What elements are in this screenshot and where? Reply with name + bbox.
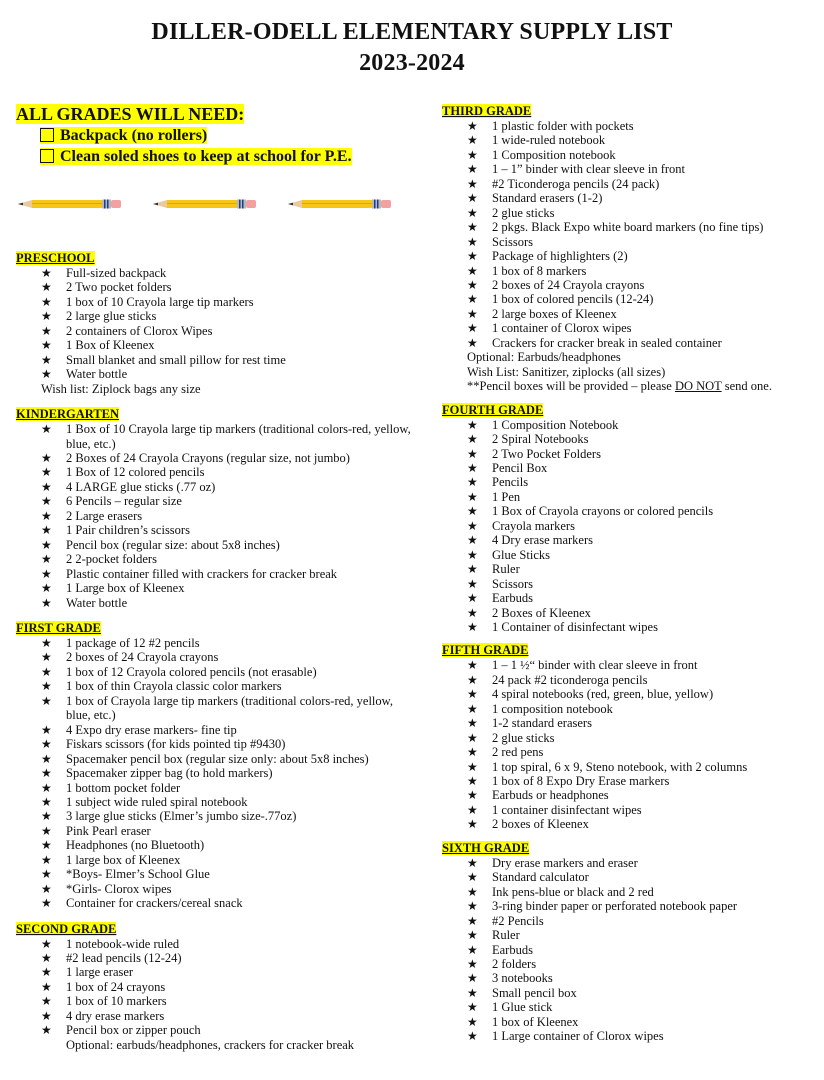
list-item: ★ 1 Glue stick (442, 1000, 824, 1014)
list-item: ★ 1 – 1 ½“ binder with clear sleeve in front (442, 658, 824, 672)
list-item: ★ Earbuds (442, 943, 824, 957)
supply-list (16, 636, 416, 911)
list-item: ★ Small pencil box (442, 986, 824, 1000)
all-grades-item-shoes: Clean soled shoes to keep at school for P.E. (40, 147, 352, 167)
section-sixth-grade (442, 841, 824, 1044)
section-heading: KINDERGARTEN (16, 407, 120, 422)
list-item: ★ Full-sized backpack (16, 266, 416, 280)
list-item: ★ 1 top spiral, 6 x 9, Steno notebook, with 2 columns (442, 760, 824, 774)
checkbox-icon (40, 149, 54, 163)
list-item: ★ Plastic container filled with crackers for cracker break (16, 567, 416, 581)
list-item: ★ Pink Pearl eraser (16, 824, 416, 838)
list-item: ★ 1 notebook-wide ruled (16, 937, 416, 951)
list-item: ★ 1 box of 8 markers (442, 264, 824, 278)
list-item: ★ Small blanket and small pillow for rest time (16, 353, 416, 367)
list-item: ★ Pencil box (regular size: about 5x8 inches) (16, 538, 416, 552)
section-preschool (16, 251, 416, 396)
list-item: ★ 4 dry erase markers (16, 1009, 416, 1023)
list-item: ★ Dry erase markers and eraser (442, 856, 824, 870)
list-item: ★ 2 folders (442, 957, 824, 971)
list-item: ★ 24 pack #2 ticonderoga pencils (442, 673, 824, 687)
list-item: ★ Earbuds (442, 591, 824, 605)
section-heading: FIFTH GRADE (442, 643, 529, 658)
list-item: ★ 1 container of Clorox wipes (442, 321, 824, 335)
list-item: ★ 2 glue sticks (442, 731, 824, 745)
section-third-grade (442, 104, 824, 394)
list-item: ★ Crackers for cracker break in sealed container (442, 336, 824, 350)
section-heading: SIXTH GRADE (442, 840, 530, 855)
supply-list (442, 418, 824, 635)
list-item: ★ 2 containers of Clorox Wipes (16, 324, 416, 338)
list-item: ★ 1 Composition Notebook (442, 418, 824, 432)
list-item: ★ 1 box of Kleenex (442, 1015, 824, 1029)
section-first-grade (16, 621, 416, 911)
list-item: ★ Pencil box or zipper pouch (16, 1023, 416, 1037)
list-item: ★ 3 notebooks (442, 971, 824, 985)
list-item: ★ Scissors (442, 235, 824, 249)
list-item: ★ 1 Large box of Kleenex (16, 581, 416, 595)
list-item: ★ 2 boxes of 24 Crayola crayons (16, 650, 416, 664)
list-item: ★ 4 spiral notebooks (red, green, blue, yellow) (442, 687, 824, 701)
list-item: ★ 2 2-pocket folders (16, 552, 416, 566)
list-item: ★ 2 pkgs. Black Expo white board markers (no fine tips) (442, 220, 824, 234)
list-item: ★ Spacemaker pencil box (regular size only: about 5x8 inches) (16, 752, 416, 766)
list-item: ★ 2 large glue sticks (16, 309, 416, 323)
list-item: ★ 1 composition notebook (442, 702, 824, 716)
section-heading: FIRST GRADE (16, 620, 101, 635)
list-item: ★ 1-2 standard erasers (442, 716, 824, 730)
list-item: ★ 2 Boxes of Kleenex (442, 606, 824, 620)
section-fifth-grade (442, 643, 824, 831)
page-title: DILLER-ODELL ELEMENTARY SUPPLY LIST (151, 19, 673, 45)
list-item: ★ 4 Dry erase markers (442, 533, 824, 547)
list-item: ★ Pencil Box (442, 461, 824, 475)
list-item: ★ 6 Pencils – regular size (16, 494, 416, 508)
list-item: ★ 1 package of 12 #2 pencils (16, 636, 416, 650)
pencil-box-note: **Pencil boxes will be provided – please DO NOT send one. (467, 379, 772, 394)
list-item: ★ Container for crackers/cereal snack (16, 896, 416, 910)
supply-list (16, 937, 416, 1038)
list-item: ★ 2 large boxes of Kleenex (442, 307, 824, 321)
list-item: ★ #2 lead pencils (12-24) (16, 951, 416, 965)
pencil-icon (288, 197, 392, 211)
section-heading: PRESCHOOL (16, 251, 95, 265)
list-item: ★ 2 Two pocket folders (16, 280, 416, 294)
right-column (442, 104, 824, 1053)
school-year: 2023-2024 (359, 50, 465, 76)
list-item: ★ 1 box of 12 Crayola colored pencils (not erasable) (16, 665, 416, 679)
left-column (16, 251, 416, 1063)
list-item: ★ Headphones (no Bluetooth) (16, 838, 416, 852)
list-item: ★ 1 large box of Kleenex (16, 853, 416, 867)
list-item: ★ Crayola markers (442, 519, 824, 533)
list-item: ★ 1 large eraser (16, 965, 416, 979)
list-item: ★ Package of highlighters (2) (442, 249, 824, 263)
list-item: ★ 1 box of 8 Expo Dry Erase markers (442, 774, 824, 788)
wish-list: Wish list: Ziplock bags any size (41, 381, 201, 396)
list-item: ★ Water bottle (16, 596, 416, 610)
list-item: ★ 1 box of 10 Crayola large tip markers (16, 295, 416, 309)
section-heading: THIRD GRADE (442, 104, 532, 118)
list-item: ★ 2 Large erasers (16, 509, 416, 523)
all-grades-item-backpack: Backpack (no rollers) (40, 126, 207, 146)
list-item: ★ 1 Composition notebook (442, 148, 824, 162)
pencil-icon (18, 197, 122, 211)
list-item: ★ 2 boxes of 24 Crayola crayons (442, 278, 824, 292)
list-item: ★ 2 red pens (442, 745, 824, 759)
optional-note: Optional: Earbuds/headphones (467, 350, 621, 365)
section-heading: SECOND GRADE (16, 921, 117, 936)
list-item: ★ 2 Spiral Notebooks (442, 432, 824, 446)
list-item: ★ 1 Box of 12 colored pencils (16, 465, 416, 479)
list-item: ★ 1 Box of 10 Crayola large tip markers (traditional colors-red, yellow, blue, etc.) (16, 422, 416, 451)
list-item: ★ 1 plastic folder with pockets (442, 119, 824, 133)
list-item: ★ 1 Container of disinfectant wipes (442, 620, 824, 634)
list-item: ★ 1 box of Crayola large tip markers (traditional colors-red, yellow, blue, etc.) (16, 694, 416, 723)
section-fourth-grade (442, 403, 824, 635)
list-item: ★ *Girls- Clorox wipes (16, 882, 416, 896)
list-item: ★ Water bottle (16, 367, 416, 381)
section-kindergarten (16, 407, 416, 610)
list-item: ★ 3-ring binder paper or perforated notebook paper (442, 899, 824, 913)
list-item: ★ 2 glue sticks (442, 206, 824, 220)
list-item: ★ Standard erasers (1-2) (442, 191, 824, 205)
all-grades-heading: ALL GRADES WILL NEED: (16, 104, 245, 124)
list-item: ★ Standard calculator (442, 870, 824, 884)
optional-note: Optional: earbuds/headphones, crackers for cracker break (66, 1037, 355, 1052)
supply-list (442, 856, 824, 1044)
section-second-grade (16, 922, 416, 1053)
list-item: ★ Fiskars scissors (for kids pointed tip #9430) (16, 737, 416, 751)
list-item: ★ Ink pens-blue or black and 2 red (442, 885, 824, 899)
supply-list (442, 119, 824, 350)
list-item: ★ 1 bottom pocket folder (16, 781, 416, 795)
list-item: ★ 1 box of colored pencils (12-24) (442, 292, 824, 306)
supply-list (16, 266, 416, 382)
list-item: ★ 1 subject wide ruled spiral notebook (16, 795, 416, 809)
list-item: ★ Earbuds or headphones (442, 788, 824, 802)
supply-list (16, 422, 416, 610)
list-item: ★ 1 – 1” binder with clear sleeve in front (442, 162, 824, 176)
list-item: ★ 1 Large container of Clorox wipes (442, 1029, 824, 1043)
checkbox-icon (40, 128, 54, 142)
list-item: ★ Glue Sticks (442, 548, 824, 562)
list-item: ★ 4 Expo dry erase markers- fine tip (16, 723, 416, 737)
list-item: ★ 1 box of thin Crayola classic color markers (16, 679, 416, 693)
list-item: ★ 1 Pair children’s scissors (16, 523, 416, 537)
wish-list: Wish List: Sanitizer, ziplocks (all sizes) (467, 364, 666, 379)
list-item: ★ Scissors (442, 577, 824, 591)
list-item: ★ 1 container disinfectant wipes (442, 803, 824, 817)
list-item: ★ 1 box of 24 crayons (16, 980, 416, 994)
list-item: ★ 1 Pen (442, 490, 824, 504)
list-item: ★ 2 Boxes of 24 Crayola Crayons (regular size, not jumbo) (16, 451, 416, 465)
list-item: ★ 2 Two Pocket Folders (442, 447, 824, 461)
list-item: ★ 2 boxes of Kleenex (442, 817, 824, 831)
list-item: ★ Pencils (442, 475, 824, 489)
list-item: ★ #2 Pencils (442, 914, 824, 928)
list-item: ★ Spacemaker zipper bag (to hold markers) (16, 766, 416, 780)
list-item: ★ 4 LARGE glue sticks (.77 oz) (16, 480, 416, 494)
list-item: ★ 3 large glue sticks (Elmer’s jumbo size-.77oz) (16, 809, 416, 823)
list-item: ★ Ruler (442, 562, 824, 576)
supply-list (442, 658, 824, 831)
section-heading: FOURTH GRADE (442, 402, 544, 417)
list-item: ★ *Boys- Elmer’s School Glue (16, 867, 416, 881)
list-item: ★ 1 Box of Kleenex (16, 338, 416, 352)
list-item: ★ 1 box of 10 markers (16, 994, 416, 1008)
list-item: ★ Ruler (442, 928, 824, 942)
pencil-icon (153, 197, 257, 211)
list-item: ★ 1 Box of Crayola crayons or colored pencils (442, 504, 824, 518)
list-item: ★ #2 Ticonderoga pencils (24 pack) (442, 177, 824, 191)
list-item: ★ 1 wide-ruled notebook (442, 133, 824, 147)
